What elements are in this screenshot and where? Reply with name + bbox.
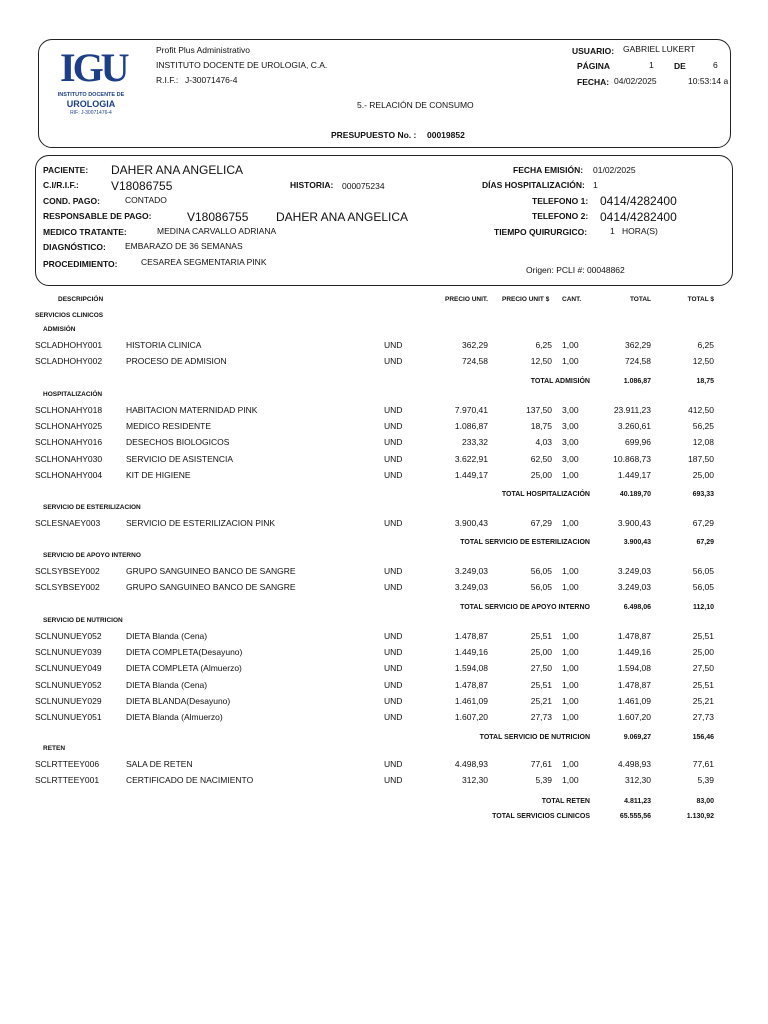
row-code: SCLHONAHY016 xyxy=(35,437,103,448)
table-row xyxy=(0,582,768,596)
col-description: DESCRIPCIÓN xyxy=(58,296,104,303)
days-value: 1 xyxy=(593,180,598,190)
row-total: 23.911,23 xyxy=(613,405,651,415)
row-code: SCLADHOHY001 xyxy=(35,340,103,350)
subtotal-value-usd: 83,00 xyxy=(696,798,714,805)
phone2-label: TELEFONO 2: xyxy=(532,211,589,221)
group-heading: SERVICIO DE NUTRICION xyxy=(43,617,123,624)
history-label: HISTORIA: xyxy=(290,180,334,190)
row-unit: UND xyxy=(384,356,403,367)
row-description: DIETA Blanda (Cena) xyxy=(126,679,208,690)
table-row xyxy=(0,663,768,677)
row-total-usd: 25,21 xyxy=(692,695,714,706)
row-total-usd: 25,00 xyxy=(692,647,714,658)
table-row xyxy=(0,470,768,484)
system-name: Profit Plus Administrativo xyxy=(156,45,251,55)
row-total: 1.478,87 xyxy=(617,679,651,690)
table-row xyxy=(0,696,768,710)
row-unit-price: 1.594,08 xyxy=(454,663,488,674)
row-code: SCLRTTEEY001 xyxy=(35,775,100,786)
subtotal-value-usd: 18,75 xyxy=(696,378,714,385)
row-qty: 1,00 xyxy=(562,775,579,786)
col-unit-price: PRECIO UNIT. xyxy=(445,296,488,303)
row-total-usd: 12,50 xyxy=(692,356,714,367)
row-unit-price-usd: 137,50 xyxy=(526,405,552,415)
subtotal-value: 9.069,27 xyxy=(623,734,651,741)
row-code: SCLSYBSEY002 xyxy=(35,566,100,576)
row-unit: UND xyxy=(384,647,403,658)
budget-label: PRESUPUESTO No. : xyxy=(331,130,417,140)
emission-label: FECHA EMISIÓN: xyxy=(513,165,584,175)
row-unit: UND xyxy=(384,340,403,350)
row-unit-price: 312,30 xyxy=(462,775,488,786)
date-label: FECHA: xyxy=(577,77,610,87)
table-row xyxy=(0,518,768,532)
row-qty: 1,00 xyxy=(562,582,579,593)
group-heading: HOSPITALIZACIÓN xyxy=(43,391,103,398)
row-unit-price-usd: 25,21 xyxy=(530,695,552,706)
page-value: 1 xyxy=(649,60,654,70)
history-value: 000075234 xyxy=(342,181,385,191)
row-total-usd: 27,50 xyxy=(692,663,714,674)
logo-mark-icon: IGU xyxy=(60,45,127,90)
row-code: SCLSYBSEY002 xyxy=(35,582,100,593)
subtotal-value-usd: 693,33 xyxy=(692,491,714,498)
table-row xyxy=(0,680,768,694)
responsible-name: DAHER ANA ANGELICA xyxy=(276,210,409,224)
table-row xyxy=(0,437,768,451)
origin-label: Origen: PCLI #: 00048862 xyxy=(526,265,625,275)
budget-value: 00019852 xyxy=(427,130,465,140)
row-description: GRUPO SANGUINEO BANCO DE SANGRE xyxy=(126,582,296,593)
row-unit-price-usd: 25,00 xyxy=(530,469,552,480)
row-qty: 1,00 xyxy=(562,566,579,576)
row-unit: UND xyxy=(384,759,403,769)
row-qty: 3,00 xyxy=(562,453,579,464)
row-total-usd: 187,50 xyxy=(688,453,714,464)
row-unit-price-usd: 25,51 xyxy=(530,631,552,641)
logo-line2: UROLOGIA xyxy=(66,99,116,109)
diagnosis-value: EMBARAZO DE 36 SEMANAS xyxy=(125,241,243,251)
row-unit: UND xyxy=(384,566,403,576)
row-total: 4.498,93 xyxy=(617,759,651,769)
row-code: SCLNUNUEY052 xyxy=(35,679,102,690)
row-unit-price: 3.249,03 xyxy=(454,582,488,593)
table-row xyxy=(0,647,768,661)
row-total: 1.607,20 xyxy=(617,712,651,722)
institution-name: INSTITUTO DOCENTE DE UROLOGIA, C.A. xyxy=(156,60,328,70)
row-unit: UND xyxy=(384,469,403,480)
row-description: HISTORIA CLINICA xyxy=(126,340,202,350)
row-unit-price-usd: 56,05 xyxy=(530,582,552,593)
doctor-value: MEDINA CARVALLO ADRIANA xyxy=(157,226,277,236)
row-unit: UND xyxy=(384,679,403,690)
row-description: MEDICO RESIDENTE xyxy=(126,421,212,432)
row-unit-price: 1.478,87 xyxy=(454,679,488,690)
row-code: SCLNUNUEY049 xyxy=(35,663,102,674)
row-qty: 1,00 xyxy=(562,695,579,706)
table-row xyxy=(0,775,768,789)
row-unit-price-usd: 77,61 xyxy=(530,759,552,769)
of-label: DE xyxy=(674,61,686,71)
row-unit: UND xyxy=(384,712,403,722)
row-unit-price-usd: 62,50 xyxy=(530,453,552,464)
row-code: SCLADHOHY002 xyxy=(35,356,103,367)
row-unit-price-usd: 5,39 xyxy=(535,775,552,786)
row-total: 3.260,61 xyxy=(617,421,651,432)
emission-value: 01/02/2025 xyxy=(593,165,636,175)
row-total: 1.594,08 xyxy=(617,663,651,674)
page-label: PÁGINA xyxy=(577,61,611,71)
row-code: SCLNUNUEY051 xyxy=(35,712,102,722)
row-total: 3.249,03 xyxy=(617,566,651,576)
payment-value: CONTADO xyxy=(125,195,167,205)
row-qty: 1,00 xyxy=(562,647,579,658)
row-description: DESECHOS BIOLOGICOS xyxy=(126,437,230,448)
row-unit-price: 1.449,16 xyxy=(454,647,488,658)
user-label: USUARIO: xyxy=(572,46,615,56)
row-description: DIETA Blanda (Cena) xyxy=(126,631,208,641)
of-value: 6 xyxy=(713,60,718,70)
row-unit-price: 1.461,09 xyxy=(454,695,488,706)
ci-value: V18086755 xyxy=(111,179,173,193)
row-code: SCLHONAHY004 xyxy=(35,469,103,480)
user-value: GABRIEL LUKERT xyxy=(623,44,696,54)
row-total: 10.868,73 xyxy=(613,453,651,464)
surgery-value: 1 xyxy=(610,226,615,236)
subtotal-value: 3.900,43 xyxy=(623,539,651,546)
row-description: KIT DE HIGIENE xyxy=(126,469,191,480)
subtotal-label: TOTAL SERVICIO DE ESTERILIZACION xyxy=(460,539,590,546)
subtotal-label: TOTAL RETEN xyxy=(541,798,590,805)
table-row xyxy=(0,405,768,419)
row-unit: UND xyxy=(384,695,403,706)
row-unit-price: 1.607,20 xyxy=(454,712,488,722)
group-heading: SERVICIO DE ESTERILIZACION xyxy=(43,504,141,511)
subtotal-value: 40.189,70 xyxy=(619,491,651,498)
row-unit-price-usd: 4,03 xyxy=(535,437,552,448)
row-qty: 3,00 xyxy=(562,405,579,415)
row-total: 312,30 xyxy=(625,775,651,786)
row-qty: 1,00 xyxy=(562,356,579,367)
phone1-value: 0414/4282400 xyxy=(600,194,677,208)
row-total-usd: 6,25 xyxy=(697,340,714,350)
row-qty: 1,00 xyxy=(562,340,579,350)
row-total: 362,29 xyxy=(625,340,651,350)
date-value: 04/02/2025 xyxy=(614,76,657,86)
row-description: GRUPO SANGUINEO BANCO DE SANGRE xyxy=(126,566,296,576)
ci-label: C.I/R.I.F.: xyxy=(43,180,79,190)
row-total-usd: 12,08 xyxy=(692,437,714,448)
procedure-label: PROCEDIMIENTO: xyxy=(43,259,118,269)
row-total: 3.900,43 xyxy=(617,518,651,528)
row-total-usd: 25,51 xyxy=(692,679,714,690)
row-unit-price: 233,32 xyxy=(462,437,488,448)
row-unit-price-usd: 6,25 xyxy=(535,340,552,350)
row-total: 1.449,16 xyxy=(617,647,651,658)
row-description: DIETA BLANDA(Desayuno) xyxy=(126,695,231,706)
row-unit: UND xyxy=(384,405,403,415)
subtotal-value: 1.086,87 xyxy=(623,378,651,385)
row-unit-price-usd: 67,29 xyxy=(530,518,552,528)
row-total-usd: 25,51 xyxy=(692,631,714,641)
row-total-usd: 56,25 xyxy=(692,421,714,432)
surgery-unit: HORA(S) xyxy=(622,226,658,236)
responsible-id: V18086755 xyxy=(187,210,249,224)
surgery-label: TIEMPO QUIRURGICO: xyxy=(494,227,588,237)
doctor-label: MEDICO TRATANTE: xyxy=(43,227,127,237)
subtotal-label: TOTAL SERVICIO DE APOYO INTERNO xyxy=(460,604,590,611)
row-unit: UND xyxy=(384,582,403,593)
row-code: SCLRTTEEY006 xyxy=(35,759,100,769)
row-code: SCLHONAHY018 xyxy=(35,405,103,415)
row-qty: 1,00 xyxy=(562,759,579,769)
row-total-usd: 56,05 xyxy=(692,566,714,576)
row-qty: 3,00 xyxy=(562,437,579,448)
row-description: HABITACION MATERNIDAD PINK xyxy=(126,405,258,415)
row-unit-price: 1.478,87 xyxy=(454,631,488,641)
report-title: 5.- RELACIÓN DE CONSUMO xyxy=(357,100,474,110)
row-description: SALA DE RETEN xyxy=(126,759,193,769)
row-unit-price-usd: 25,00 xyxy=(530,647,552,658)
rif-label: R.I.F.: xyxy=(156,75,179,85)
row-unit-price: 1.449,17 xyxy=(454,469,488,480)
patient-value: DAHER ANA ANGELICA xyxy=(111,163,244,177)
subtotal-label: TOTAL HOSPITALIZACIÓN xyxy=(501,491,590,498)
row-unit: UND xyxy=(384,437,403,448)
col-qty: CANT. xyxy=(562,296,582,303)
section-title: SERVICIOS CLINICOS xyxy=(35,312,104,319)
col-unit-price-usd: PRECIO UNIT $ xyxy=(502,296,550,303)
col-total: TOTAL xyxy=(629,296,651,303)
table-row xyxy=(0,454,768,468)
row-total: 699,96 xyxy=(625,437,651,448)
row-unit-price: 1.086,87 xyxy=(454,421,488,432)
row-unit-price-usd: 25,51 xyxy=(530,679,552,690)
row-code: SCLNUNUEY029 xyxy=(35,695,102,706)
row-qty: 1,00 xyxy=(562,469,579,480)
row-unit: UND xyxy=(384,518,403,528)
grand-total-value-usd: 1.130,92 xyxy=(686,813,714,820)
row-unit-price-usd: 27,73 xyxy=(530,712,552,722)
logo xyxy=(52,45,130,120)
row-total-usd: 25,00 xyxy=(692,469,714,480)
group-heading: SERVICIO DE APOYO INTERNO xyxy=(43,552,141,559)
row-unit-price-usd: 27,50 xyxy=(530,663,552,674)
subtotal-value-usd: 112,10 xyxy=(692,604,714,611)
row-description: SERVICIO DE ESTERILIZACION PINK xyxy=(126,518,276,528)
row-total: 1.449,17 xyxy=(617,469,651,480)
procedure-value: CESAREA SEGMENTARIA PINK xyxy=(141,257,267,267)
row-unit-price-usd: 56,05 xyxy=(530,566,552,576)
row-total-usd: 67,29 xyxy=(692,518,714,528)
payment-label: COND. PAGO: xyxy=(43,196,100,206)
row-description: SERVICIO DE ASISTENCIA xyxy=(126,453,234,464)
row-code: SCLNUNUEY039 xyxy=(35,647,102,658)
row-unit-price: 362,29 xyxy=(462,340,488,350)
row-unit-price: 4.498,93 xyxy=(454,759,488,769)
row-code: SCLESNAEY003 xyxy=(35,518,101,528)
row-qty: 1,00 xyxy=(562,663,579,674)
row-unit: UND xyxy=(384,631,403,641)
row-total: 1.461,09 xyxy=(617,695,651,706)
row-description: CERTIFICADO DE NACIMIENTO xyxy=(126,775,254,786)
diagnosis-label: DIAGNÓSTICO: xyxy=(43,242,106,252)
row-total: 1.478,87 xyxy=(617,631,651,641)
col-total-usd: TOTAL $ xyxy=(687,296,714,303)
logo-line3: RIF: J-30071476-4 xyxy=(70,110,112,116)
days-label: DÍAS HOSPITALIZACIÓN: xyxy=(482,180,585,190)
row-total: 724,58 xyxy=(625,356,651,367)
group-heading: ADMISIÓN xyxy=(43,326,76,333)
row-qty: 1,00 xyxy=(562,712,579,722)
phone2-value: 0414/4282400 xyxy=(600,210,677,224)
phone1-label: TELEFONO 1: xyxy=(532,196,589,206)
grand-total-label: TOTAL SERVICIOS CLINICOS xyxy=(492,813,590,820)
row-total-usd: 5,39 xyxy=(697,775,714,786)
patient-label: PACIENTE: xyxy=(43,165,89,175)
row-description: DIETA COMPLETA(Desayuno) xyxy=(126,647,243,658)
table-row xyxy=(0,421,768,435)
row-code: SCLNUNUEY052 xyxy=(35,631,102,641)
row-qty: 3,00 xyxy=(562,421,579,432)
row-total-usd: 27,73 xyxy=(692,712,714,722)
logo-line1: INSTITUTO DOCENTE DE xyxy=(57,92,125,98)
row-qty: 1,00 xyxy=(562,631,579,641)
rif-value: J-30071476-4 xyxy=(185,75,238,85)
row-unit: UND xyxy=(384,775,403,786)
row-unit: UND xyxy=(384,453,403,464)
grand-total-value: 65.555,56 xyxy=(619,813,651,820)
row-total: 3.249,03 xyxy=(617,582,651,593)
row-qty: 1,00 xyxy=(562,679,579,690)
subtotal-label: TOTAL ADMISIÓN xyxy=(530,378,590,385)
row-unit-price: 724,58 xyxy=(462,356,488,367)
row-unit-price-usd: 18,75 xyxy=(530,421,552,432)
row-total-usd: 412,50 xyxy=(688,405,714,415)
table-row xyxy=(0,712,768,726)
row-unit-price: 7.970,41 xyxy=(454,405,488,415)
row-unit-price: 3.900,43 xyxy=(454,518,488,528)
subtotal-value: 4.811,23 xyxy=(624,798,651,805)
subtotal-label: TOTAL SERVICIO DE NUTRICION xyxy=(479,734,590,741)
table-row xyxy=(0,631,768,645)
row-unit: UND xyxy=(384,663,403,674)
group-heading: RETEN xyxy=(43,745,66,752)
row-total-usd: 77,61 xyxy=(692,759,714,769)
table-row xyxy=(0,566,768,580)
row-unit-price: 3.249,03 xyxy=(454,566,488,576)
row-qty: 1,00 xyxy=(562,518,579,528)
row-unit-price: 3.622,91 xyxy=(454,453,488,464)
row-description: DIETA Blanda (Almuerzo) xyxy=(126,712,223,722)
table-row xyxy=(0,759,768,773)
row-code: SCLHONAHY030 xyxy=(35,453,103,464)
table-row xyxy=(0,356,768,370)
subtotal-value: 6.498,06 xyxy=(623,604,651,611)
subtotal-value-usd: 156,46 xyxy=(692,734,714,741)
row-unit: UND xyxy=(384,421,403,432)
row-total-usd: 56,05 xyxy=(692,582,714,593)
row-unit-price-usd: 12,50 xyxy=(530,356,552,367)
table-row xyxy=(0,340,768,354)
row-description: PROCESO DE ADMISION xyxy=(126,356,227,367)
subtotal-value-usd: 67,29 xyxy=(696,539,714,546)
row-description: DIETA COMPLETA (Almuerzo) xyxy=(126,663,242,674)
time-value: 10:53:14 a xyxy=(688,76,729,86)
row-code: SCLHONAHY025 xyxy=(35,421,103,432)
responsible-label: RESPONSABLE DE PAGO: xyxy=(43,211,152,221)
